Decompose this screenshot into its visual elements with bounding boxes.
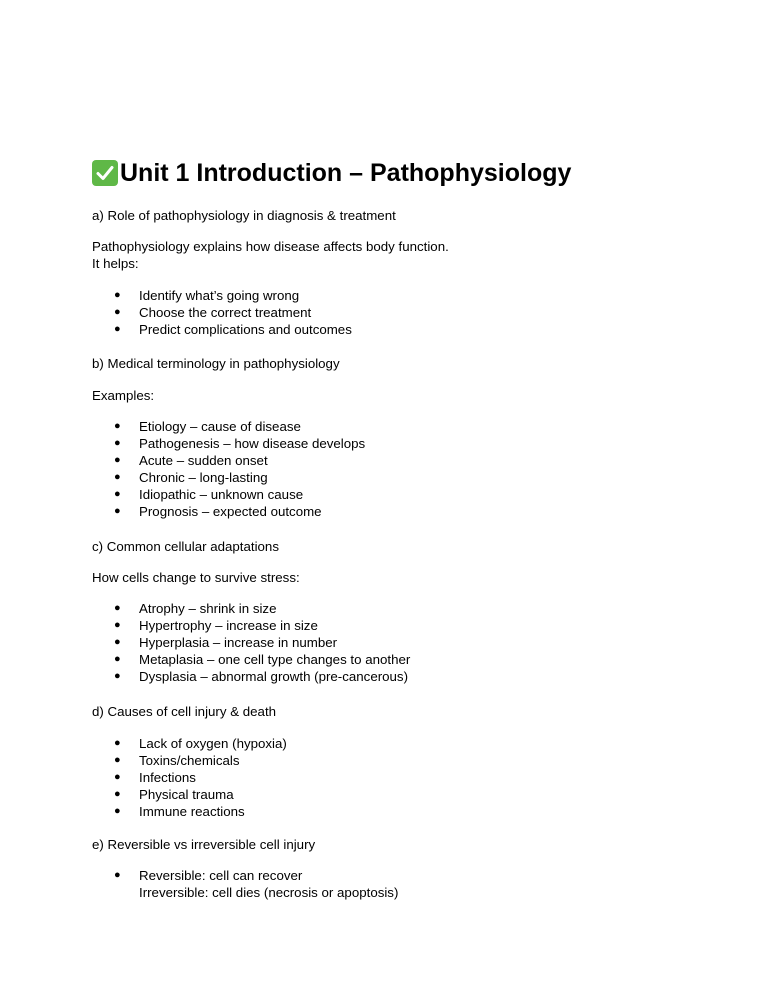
- bullet-icon: ●: [114, 636, 121, 648]
- bullet-list: [92, 600, 410, 685]
- section-heading: d) Causes of cell injury & death: [92, 704, 277, 719]
- bullet-list: [92, 287, 352, 338]
- bullet-icon: ●: [114, 788, 121, 800]
- bullet-icon: ●: [114, 754, 121, 766]
- list-item: ● Choose the correct treatment: [114, 305, 312, 320]
- list-item: ● Idiopathic – unknown cause: [114, 487, 304, 502]
- bullet-icon: ●: [114, 653, 121, 665]
- bullet-icon: ●: [114, 505, 121, 517]
- bullet-list: [92, 867, 398, 901]
- bullet-icon: ●: [114, 737, 121, 749]
- section-intro: How cells change to survive stress:: [92, 570, 300, 585]
- bullet-icon: ●: [114, 619, 121, 631]
- bullet-icon: ●: [114, 420, 121, 432]
- page-title: [92, 157, 571, 189]
- bullet-icon: ●: [114, 323, 121, 335]
- section-intro: Pathophysiology explains how disease affects body function. It helps:: [92, 239, 449, 271]
- bullet-icon: ●: [114, 306, 121, 318]
- bullet-icon: ●: [114, 454, 121, 466]
- bullet-icon: ●: [114, 437, 121, 449]
- section-heading: e) Reversible vs irreversible cell injury: [92, 837, 316, 852]
- list-item: ● Pathogenesis – how disease develops: [114, 436, 366, 451]
- bullet-icon: ●: [114, 805, 121, 817]
- list-item: ● Identify what’s going wrong: [114, 288, 300, 303]
- page-title-text: Unit 1 Introduction – Pathophysiology: [120, 159, 572, 187]
- bullet-icon: ●: [114, 670, 121, 682]
- list-item: ● Hyperplasia – increase in number: [114, 635, 338, 650]
- section-heading: b) Medical terminology in pathophysiology: [92, 356, 340, 371]
- list-item: ● Metaplasia – one cell type changes to another: [114, 652, 411, 667]
- bullet-icon: ●: [114, 471, 121, 483]
- bullet-list: [92, 418, 365, 520]
- bullet-icon: ●: [114, 488, 121, 500]
- section-intro: Examples:: [92, 388, 155, 403]
- list-item: ● Prognosis – expected outcome: [114, 504, 322, 519]
- check-mark-button-icon: [92, 160, 118, 186]
- list-item: ● Etiology – cause of disease: [114, 419, 301, 434]
- list-item: ● Hypertrophy – increase in size: [114, 618, 318, 633]
- bullet-icon: ●: [114, 771, 121, 783]
- bullet-icon: ●: [114, 602, 121, 614]
- list-item: ● Reversible: cell can recover Irreversible: cell dies (necrosis or apoptosis): [114, 868, 399, 900]
- bullet-list: [92, 735, 287, 820]
- list-item: ● Lack of oxygen (hypoxia): [114, 736, 287, 751]
- list-item: ● Predict complications and outcomes: [114, 322, 352, 337]
- list-item: ● Acute – sudden onset: [114, 453, 268, 468]
- bullet-icon: ●: [114, 869, 121, 881]
- list-item: ● Physical trauma: [114, 787, 234, 802]
- list-item: ● Toxins/chemicals: [114, 753, 240, 768]
- list-item: ● Infections: [114, 770, 196, 785]
- list-item: ● Atrophy – shrink in size: [114, 601, 277, 616]
- list-item: ● Immune reactions: [114, 804, 245, 819]
- section-heading: c) Common cellular adaptations: [92, 539, 279, 554]
- bullet-icon: ●: [114, 289, 121, 301]
- section-heading: a) Role of pathophysiology in diagnosis & treatment: [92, 208, 396, 223]
- list-item: ● Dysplasia – abnormal growth (pre-cancerous): [114, 669, 409, 684]
- list-item: ● Chronic – long-lasting: [114, 470, 268, 485]
